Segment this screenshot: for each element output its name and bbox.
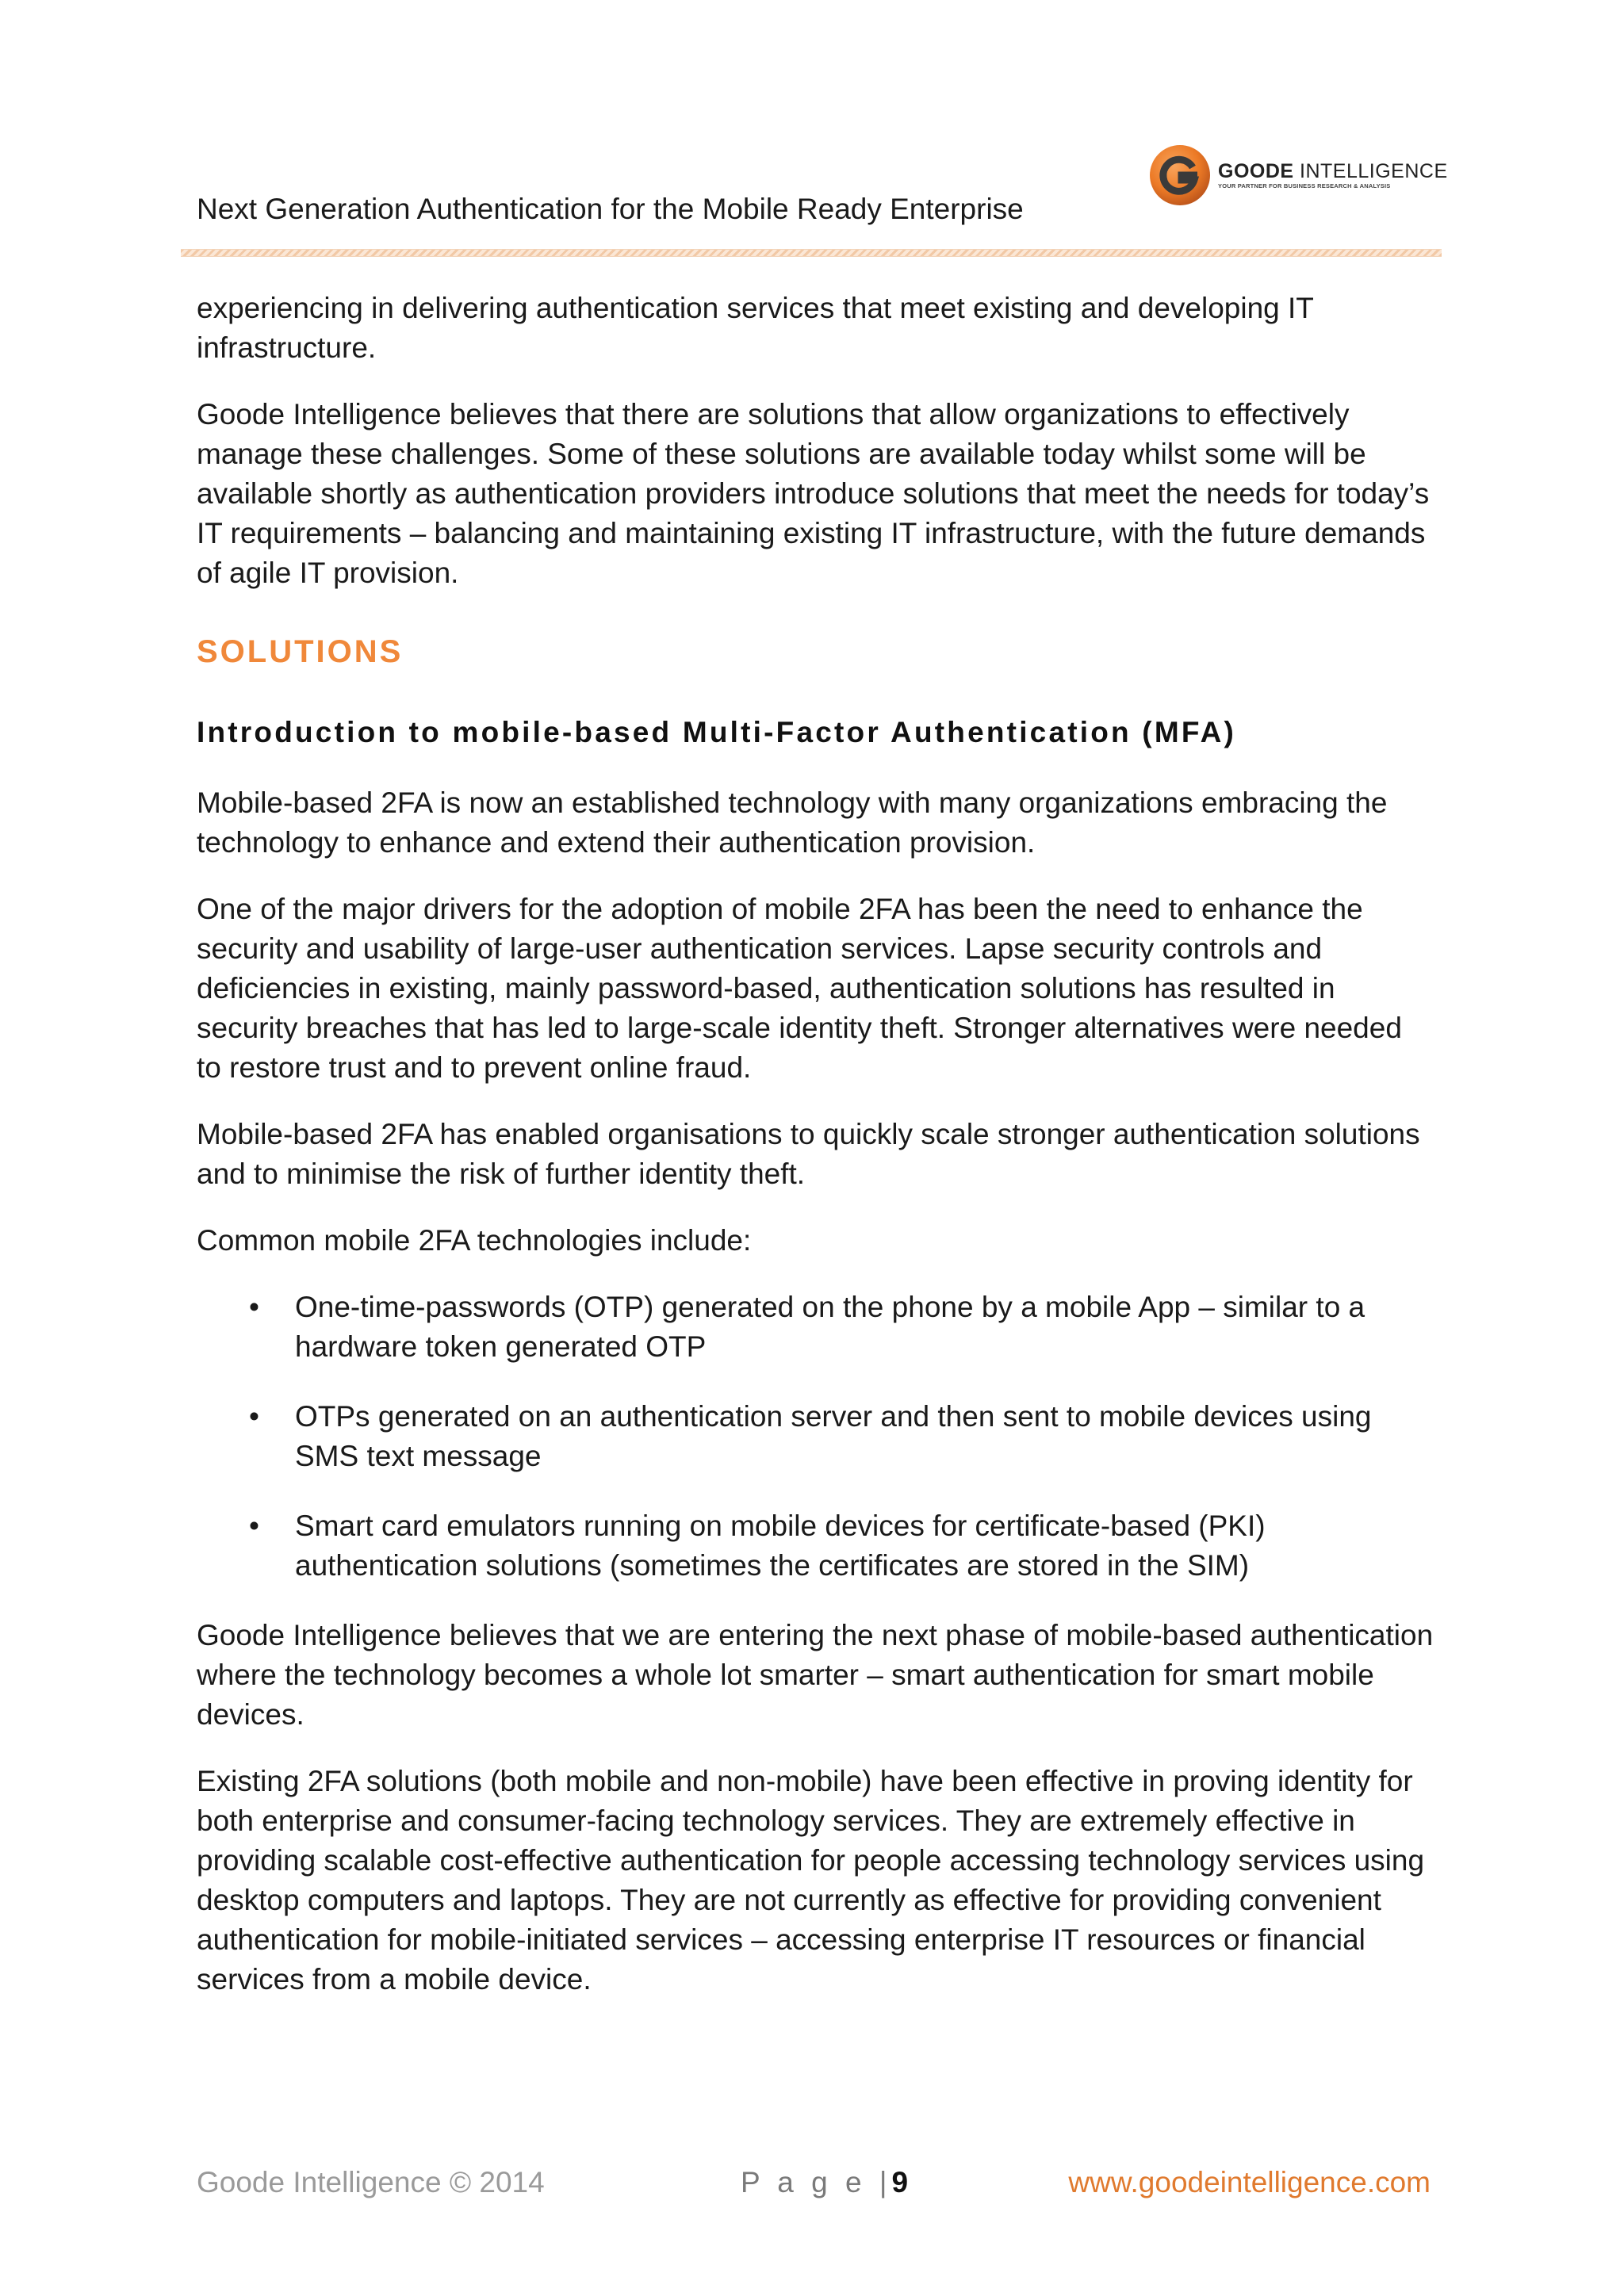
main-content	[197, 289, 1434, 2026]
paragraph: experiencing in delivering authentication services that meet existing and developing IT infrastructure.	[197, 292, 1314, 364]
bullet-list	[197, 1288, 1434, 1586]
paragraph: Mobile-based 2FA has enabled organisations to quickly scale stronger authentication solutions and to minimise the risk of further identity theft.	[197, 1118, 1420, 1190]
paragraph: Common mobile 2FA technologies include:	[197, 1224, 752, 1257]
header-divider	[181, 249, 1442, 257]
header-title: Next Generation Authentication for the Mobile Ready Enterprise	[197, 193, 1024, 225]
bullet-icon: •	[249, 1400, 259, 1433]
footer-copyright: Goode Intelligence © 2014	[197, 2166, 545, 2198]
page-label: P a g e	[741, 2166, 867, 2198]
paragraph: Goode Intelligence believes that there are solutions that allow organizations to effectively manage these challenges. Some of these solutions are available today whilst some will be available shortly as authentication providers introduce solutions that meet the needs for today’s IT requirements – balancing and maintaining existing IT infrastructure, with the future demands of agile IT provision.	[197, 398, 1430, 589]
subheading: Introduction to mobile-based Multi-Factor Authentication (MFA)	[197, 716, 1237, 748]
logo-g-icon	[1148, 144, 1212, 207]
list-item-text: Smart card emulators running on mobile devices for certificate-based (PKI) authentication solutions (sometimes the certificates are stored in the SIM)	[295, 1510, 1266, 1582]
page-footer	[197, 2163, 1431, 2202]
logo-name: GOODE INTELLIGENCE	[1218, 160, 1448, 182]
paragraph: Mobile-based 2FA is now an established technology with many organizations embracing the technology to enhance and extend their authentication provision.	[197, 786, 1388, 859]
page-separator: |	[879, 2166, 892, 2198]
company-logo	[1148, 143, 1448, 208]
paragraph: One of the major drivers for the adoption of mobile 2FA has been the need to enhance the security and usability of large-user authentication services. Lapse security controls and deficiencies in existing, mainly password-based, authentication solutions has resulted in security breaches that has led to large-scale identity theft. Stronger alternatives were needed to restore trust and to prevent online fraud.	[197, 893, 1402, 1084]
list-item	[197, 1506, 1434, 1586]
footer-website-link[interactable]: www.goodeintelligence.com	[1068, 2166, 1431, 2198]
list-item-text: OTPs generated on an authentication server and then sent to mobile devices using SMS text message	[295, 1400, 1372, 1472]
footer-page-indicator	[741, 2163, 908, 2202]
logo-tagline: YOUR PARTNER FOR BUSINESS RESEARCH & ANALYSIS	[1218, 182, 1391, 189]
list-item	[197, 1397, 1434, 1476]
paragraph: Goode Intelligence believes that we are entering the next phase of mobile-based authentication where the technology becomes a whole lot smarter – smart authentication for smart mobile devices.	[197, 1619, 1434, 1731]
section-heading: SOLUTIONS	[197, 634, 404, 669]
bullet-icon: •	[249, 1510, 259, 1542]
list-item	[197, 1288, 1434, 1367]
list-item-text: One-time-passwords (OTP) generated on the phone by a mobile App – similar to a hardware token generated OTP	[295, 1291, 1365, 1363]
bullet-icon: •	[249, 1291, 259, 1323]
page-number: 9	[891, 2166, 909, 2198]
paragraph: Existing 2FA solutions (both mobile and non-mobile) have been effective in proving identity for both enterprise and consumer-facing technology services. They are extremely effective in providing scalable cost-effective authentication for people accessing technology services using desktop computers and laptops. They are not currently as effective for providing convenient authentication for mobile-initiated services – accessing enterprise IT resources or financial services from a mobile device.	[197, 1765, 1425, 1996]
